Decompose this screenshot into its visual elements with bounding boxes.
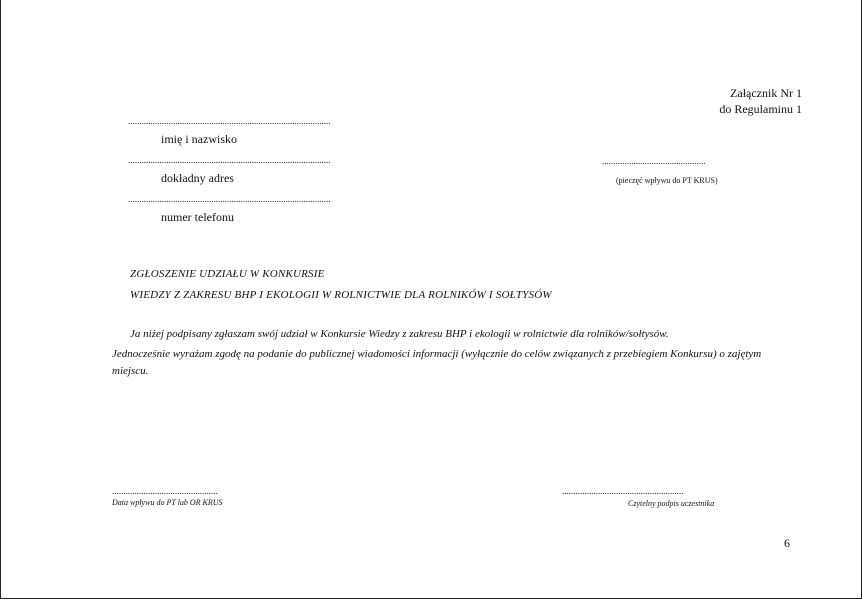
address-dotted-line: .......................................................................................... [128,155,331,165]
phone-label: numer telefonu [161,210,234,224]
signature-dotted-line: ...................................................... [562,486,684,496]
stamp-label: (pieczęć wpływu do PT KRUS) [616,176,718,185]
date-dotted-line: ............................................... [112,486,218,496]
phone-dotted-line: .......................................................................................... [128,194,331,204]
attachment-line-1: Załącznik Nr 1 [730,86,802,100]
stamp-dotted-line: .............................................. [602,156,706,166]
declaration-line-3: miejscu. [112,365,149,377]
address-label: dokładny adres [161,171,234,185]
page-number: 6 [784,536,790,550]
attachment-header [719,85,802,117]
form-title-line-2: WIEDZY Z ZAKRESU BHP I EKOLOGII W ROLNICTWIE DLA ROLNIKÓW I SOŁTYSÓW [130,289,552,301]
form-title-line-1: ZGŁOSZENIE UDZIAŁU W KONKURSIE [130,268,325,280]
name-dotted-line: .......................................................................................... [128,116,331,126]
declaration-line-1: Ja niżej podpisany zgłaszam swój udział w Konkursie Wiedzy z zakresu BHP i ekologii w rolnictwie dla rolników/sołtysów. [130,328,669,340]
name-label: imię i nazwisko [161,132,237,146]
declaration-line-2: Jednocześnie wyrażam zgodę na podanie do publicznej wiadomości informacji (wyłącznie do celów związanych z przebiegiem Konkursu) o zajętym [112,348,762,360]
participant-signature-label: Czytelny podpis uczestnika [628,499,715,508]
date-received-label: Data wpływu do PT lub OR KRUS [112,498,223,507]
attachment-line-2: do Regulaminu 1 [719,102,802,116]
